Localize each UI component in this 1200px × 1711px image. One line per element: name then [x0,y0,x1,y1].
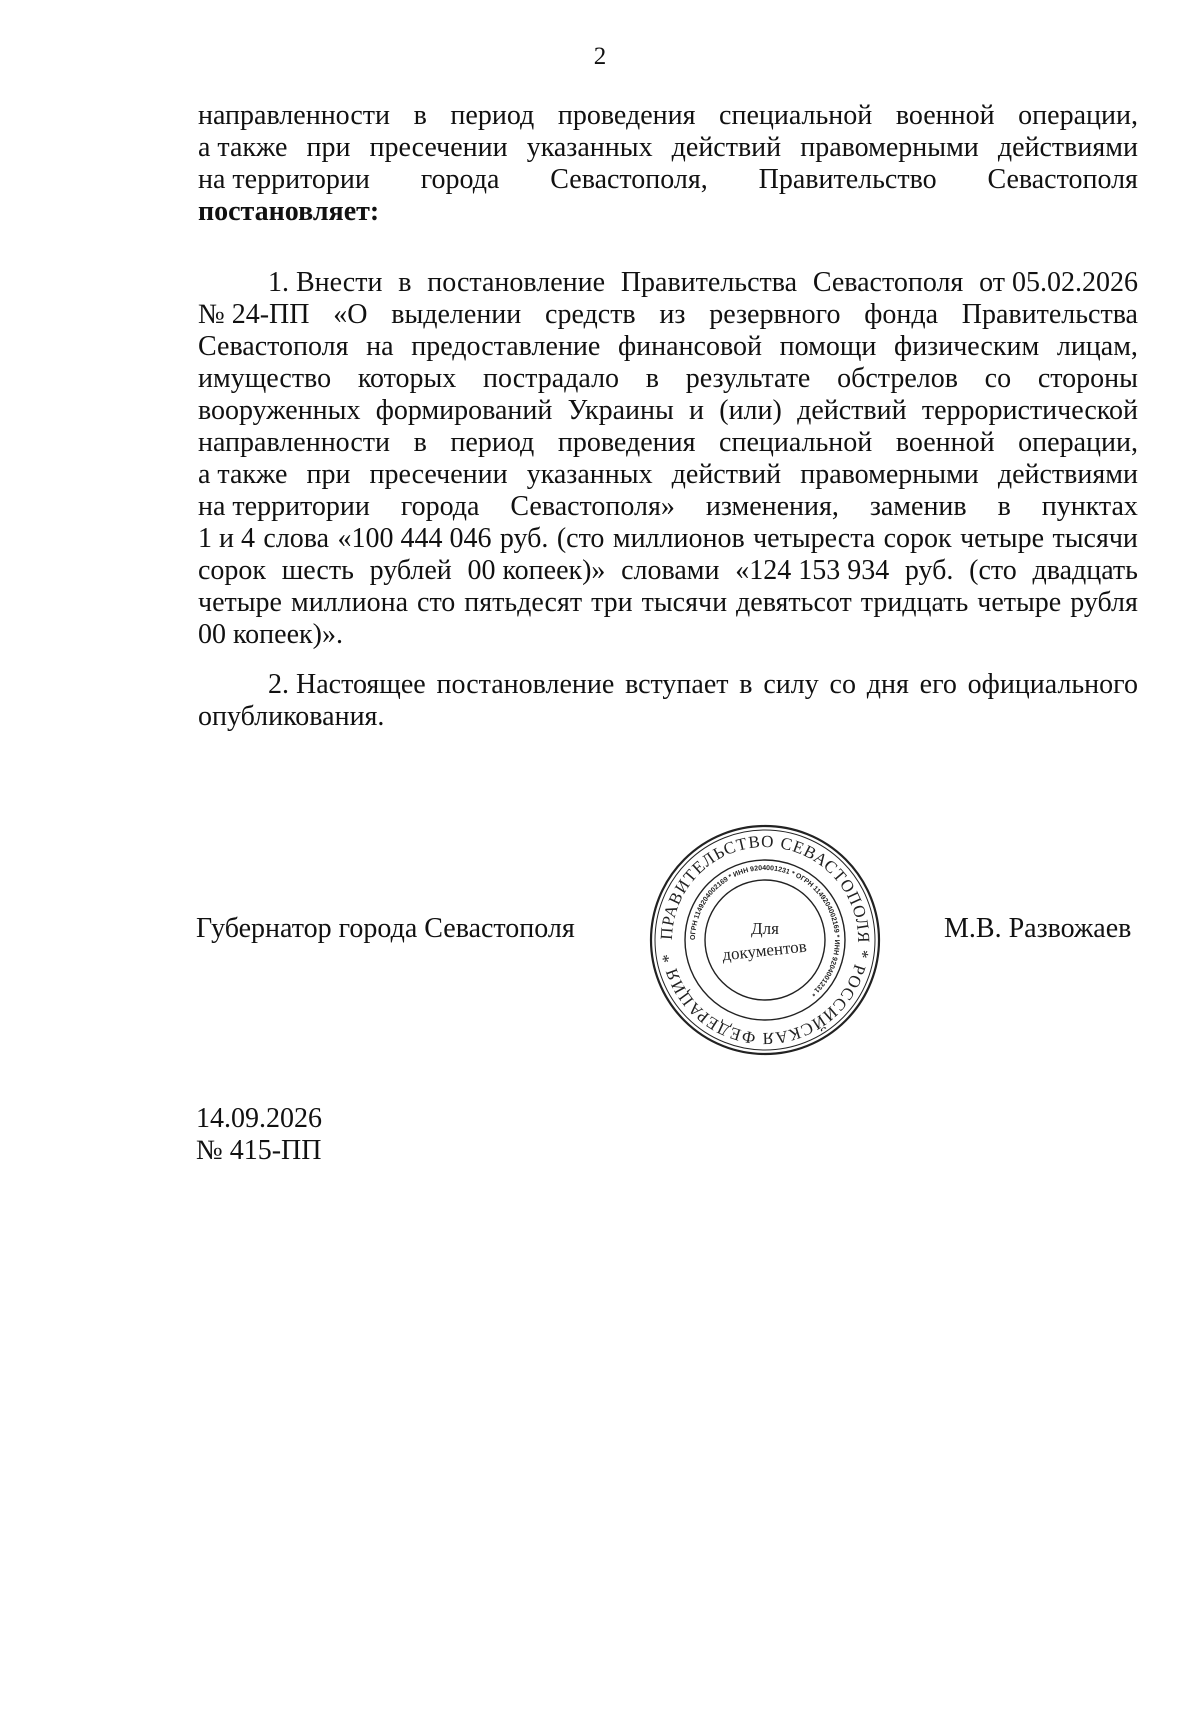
word: на территории [198,164,370,195]
paragraph-1-lines [198,267,1138,619]
word: в [398,267,412,298]
text-line [198,299,1138,331]
text-line [198,164,1138,196]
word: специальной [719,427,873,458]
word: физическим [894,331,1040,362]
document-number: № 415-ПП [196,1135,322,1166]
word: правомерными [800,459,979,490]
word: правомерными [800,132,979,163]
text-line [198,100,1138,132]
word: слова [263,523,330,554]
word: имущество [198,363,332,394]
stamp-inner-text: ОГРН 1149204002169 * ИНН 9204001231 * ОГРН 1149204002169 * ИНН 9204001231 * [689,864,841,997]
text-line [198,132,1138,164]
word: действиями [997,132,1138,163]
text-line [198,555,1138,587]
word: рублей [369,555,452,586]
text-line [198,669,1138,701]
word: Севастополя [812,267,964,298]
word: а также [198,132,288,163]
word: результате [685,363,811,394]
word: указанных [526,459,653,490]
text-line [198,427,1138,459]
word: операции, [1018,427,1138,458]
word: 00 копеек)» [467,555,606,586]
word: вступает [625,669,729,700]
official-seal-stamp [647,822,883,1058]
word: выделении [391,299,522,330]
word: четыреста [753,523,876,554]
intro-paragraph [198,100,1138,228]
governor-name: М.В. Развожаев [944,913,1132,944]
word: в [413,427,427,458]
word: а также [198,459,288,490]
word: операции, [1018,100,1138,131]
word: шесть [281,555,354,586]
page-number: 2 [593,43,607,70]
word: (сто [969,555,1017,586]
word: в [997,491,1011,522]
word: военной [895,100,995,131]
word: со [984,363,1012,394]
text-line [198,491,1138,523]
word: направленности [198,100,391,131]
stamp-center-line-2: документов [721,936,808,965]
word: «100 444 046 [337,523,492,554]
word: Севастополя» [510,491,675,522]
word: Севастополя [987,164,1138,195]
word: миллионов [612,523,745,554]
text-line [198,395,1138,427]
word: девятьсот [736,587,852,618]
word: военной [895,427,995,458]
word: Правительства [961,299,1138,330]
paragraph-2 [198,669,1138,733]
intro-bold-line: постановляет: [198,196,380,227]
text-line [198,267,1138,299]
word: помощи [779,331,877,362]
word: (сто [556,523,605,554]
word: пострадало [483,363,620,394]
word: сорок [883,523,952,554]
word: руб. [499,523,549,554]
word: четыре [960,523,1045,554]
word: на территории [198,491,370,522]
stamp-outer-text: ПРАВИТЕЛЬСТВО СЕВАСТОПОЛЯ * РОССИЙСКАЯ ФЕДЕРАЦИЯ * [656,831,874,1049]
word: указанных [526,132,653,163]
text-line [198,587,1138,619]
word: его [919,669,957,700]
word: тысячи [641,587,728,618]
word: действий [797,395,907,426]
word: период [450,100,535,131]
word: период [450,427,535,458]
word: сто [417,587,456,618]
word: действий [671,132,782,163]
document-date: 14.09.2026 [196,1103,322,1134]
word: со [829,669,856,700]
word: действий [671,459,782,490]
word: Правительство [758,164,937,195]
word: террористической [921,395,1138,426]
word: пресечении [369,132,508,163]
word: пресечении [369,459,508,490]
word: направленности [198,427,391,458]
word: руб. [904,555,954,586]
word: вооруженных [198,395,361,426]
governor-title: Губернатор города Севастополя [196,913,575,944]
word: заменив [869,491,967,522]
word: лицам, [1056,331,1138,362]
word: при [306,459,351,490]
word: пунктах [1041,491,1138,522]
word: «124 153 934 [735,555,890,586]
word: 2. Настоящее [268,669,426,700]
stamp-center-line-1: Для [751,919,779,938]
word: предоставление [411,331,601,362]
word: «О [333,299,368,330]
word: (или) [719,395,782,426]
word: на [366,331,394,362]
word: изменения, [705,491,839,522]
word: проведения [557,427,696,458]
word: и [689,395,705,426]
text-line [198,523,1138,555]
word: стороны [1037,363,1138,394]
text-line [198,363,1138,395]
word: в [413,100,427,131]
paragraph-1-last-line: 00 копеек)». [198,619,343,650]
word: которых [357,363,457,394]
word: города [420,164,500,195]
word: Севастополя, [550,164,708,195]
word: фонда [864,299,939,330]
word: три [591,587,633,618]
word: тысячи [1052,523,1138,554]
word: Севастополя [198,331,349,362]
word: 1 и 4 [198,523,255,554]
word: специальной [719,100,873,131]
word: формирований [375,395,553,426]
word: от 05.02.2026 [979,267,1138,298]
intro-lines [198,100,1138,196]
word: при [306,132,351,163]
word: Правительства [620,267,798,298]
paragraph-2-lines [198,669,1138,701]
word: средств [545,299,636,330]
word: словами [621,555,720,586]
word: официального [967,669,1138,700]
word: миллиона [290,587,409,618]
word: рубля [1070,587,1138,618]
paragraph-1 [198,267,1138,651]
word: силу [763,669,819,700]
text-line [198,331,1138,363]
word: № 24-ПП [198,299,310,330]
paragraph-2-last-line: опубликования. [198,701,385,732]
word: постановление [427,267,606,298]
word: четыре [977,587,1062,618]
word: пятьдесят [464,587,583,618]
word: в [645,363,659,394]
word: финансовой [618,331,762,362]
word: Украины [567,395,674,426]
word: четыре [198,587,282,618]
word: сорок [198,555,267,586]
word: дня [866,669,909,700]
word: действиями [997,459,1138,490]
word: обстрелов [837,363,958,394]
word: проведения [557,100,696,131]
word: постановление [436,669,615,700]
word: резервного [709,299,841,330]
word: из [659,299,686,330]
signature-row [0,905,1200,955]
word: города [400,491,480,522]
word: тридцать [860,587,969,618]
word: в [739,669,753,700]
text-line [198,459,1138,491]
word: 1. Внести [268,267,383,298]
word: двадцать [1032,555,1138,586]
document-date-block [196,1103,322,1167]
